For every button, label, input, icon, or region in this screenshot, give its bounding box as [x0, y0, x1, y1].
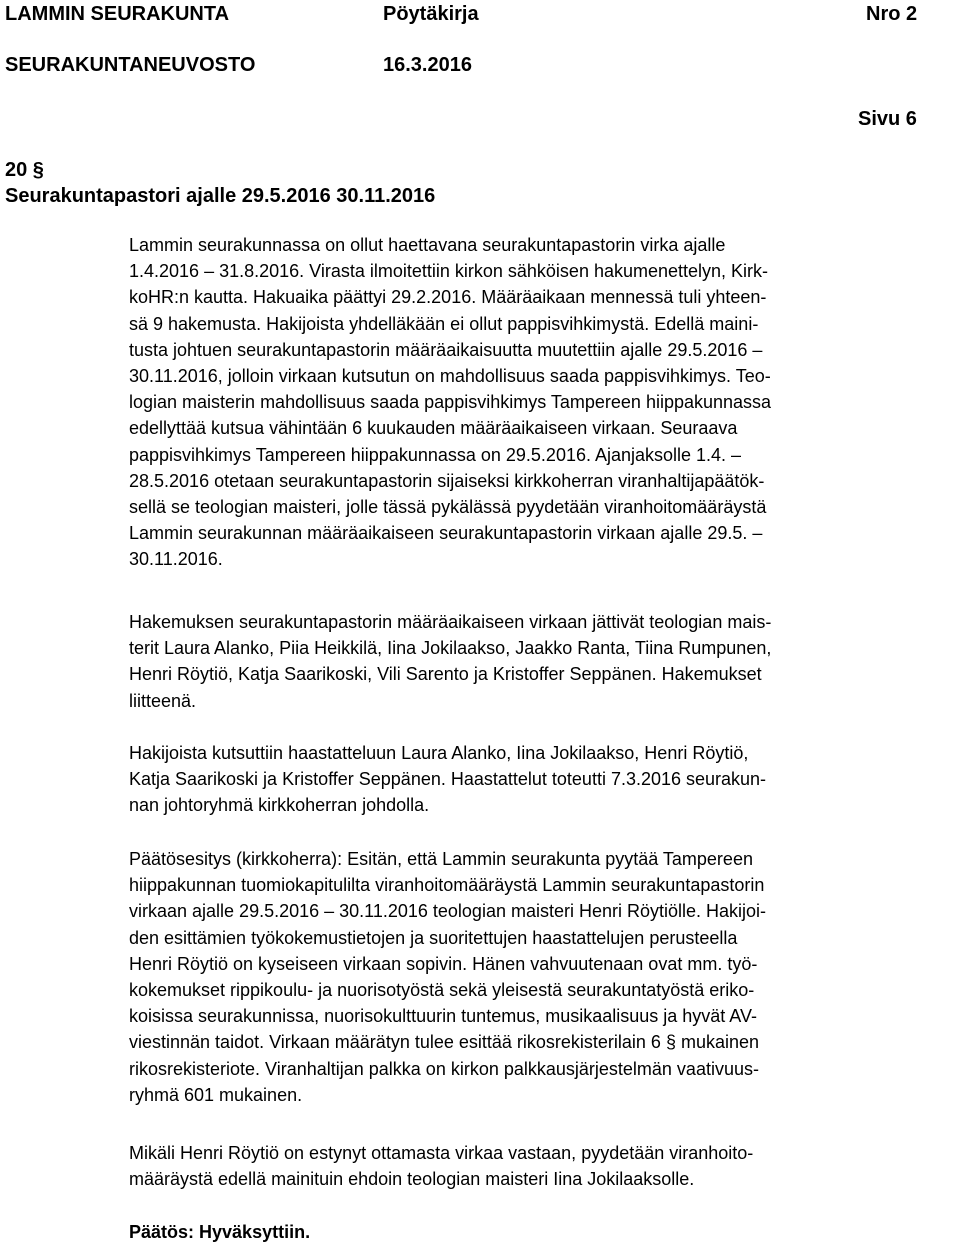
document-number: Nro 2	[866, 3, 918, 25]
paragraph-applicants: Hakemuksen seurakuntapastorin määräaikaiseen virkaan jättivät teologian mais- terit Laura Alanko, Piia Heikkilä, Iina Jokilaakso, Jaakko Ranta, Tiina Rumpunen, Henri Röytiö, Katja Saarikoski, Vili Sarento ja Kristoffer Seppänen. Hakemukset liitteenä.	[129, 612, 772, 711]
governing-body: SEURAKUNTANEUVOSTO	[5, 54, 256, 76]
section-title: Seurakuntapastori ajalle 29.5.2016 30.11.2016	[5, 185, 436, 207]
decision-text: Päätös: Hyväksyttiin.	[129, 1222, 311, 1242]
meeting-date: 16.3.2016	[383, 54, 472, 76]
paragraph-alternative: Mikäli Henri Röytiö on estynyt ottamasta virkaa vastaan, pyydetään viranhoito- määräystä edellä mainituin ehdoin teologian maisteri Iina Jokilaaksolle.	[129, 1143, 754, 1190]
document-type: Pöytäkirja	[383, 3, 479, 25]
paragraph-proposal: Päätösesitys (kirkkoherra): Esitän, että Lammin seurakunta pyytää Tampereen hiippakunnan tuomiokapitulilta viranhoitomääräystä Lammin seurakuntapastorin virkaan ajalle 29.5.2016 – 30.11.2016 teologian maisteri Henri Röytiölle. Hakijoi- den esittämien työkokemustietojen ja suoritettujen haastattelujen perusteella Henri Röytiö on kyseiseen virkaan sopivin. Hänen vahvuutenaan ovat mm. työ- kokemukset rippikoulu- ja nuorisotyöstä sekä yleisestä seurakuntatyöstä eriko- koisissa seurakunnissa, nuorisokulttuurin tuntemus, musikaalisuus ja hyvät AV- viestinnän taidot. Virkaan määrätyn tulee esittää rikosrekisterilain 6 § mukainen rikosrekisteriote. Viranhaltijan palkka on kirkon palkkausjärjestelmän vaativuus- ryhmä 601 mukainen.	[129, 849, 767, 1105]
paragraph-background: Lammin seurakunnassa on ollut haettavana seurakuntapastorin virka ajalle 1.4.2016 – 31.8.2016. Virasta ilmoitettiin kirkon sähköisen hakumenettelyn, Kirk- koHR:n kautta. Hakuaika päättyi 29.2.2016. Määräaikaan mennessä tuli yhteen- sä 9 hakemusta. Hakijoista yhdelläkään ei ollut pappisvihkimystä. Edellä maini- tusta johtuen seurakuntapastorin määräaikaisuutta muutettiin ajalle 29.5.2016 – 30.11.2016, jolloin virkaan kutsutun on mahdollisuus saada pappisvihkimys. Teo- logian maisterin mahdollisuus saada pappisvihkimys Tampereen hiippakunnassa edellyttää kutsua vähintään 6 kuukauden määräaikaiseen virkaan. Seuraava pappisvihkimys Tampereen hiippakunnassa on 29.5.2016. Ajanjaksolle 1.4. – 28.5.2016 otetaan seurakuntapastorin sijaiseksi kirkkoherran viranhaltijapäätök- sellä se teologian maisteri, jolle tässä pykälässä pyydetään viranhoitomääräystä Lammin seurakunnan määräaikaiseen seurakuntapastorin virkaan ajalle 29.5. – 30.11.2016.	[129, 235, 772, 570]
section-number: 20 §	[5, 159, 44, 181]
page-number: Sivu 6	[858, 108, 917, 130]
paragraph-interviews: Hakijoista kutsuttiin haastatteluun Laura Alanko, Iina Jokilaakso, Henri Röytiö, Katja Saarikoski ja Kristoffer Seppänen. Haastattelut toteutti 7.3.2016 seurakun- nan johtoryhmä kirkkoherran johdolla.	[129, 743, 767, 816]
organization-name: LAMMIN SEURAKUNTA	[5, 3, 230, 25]
